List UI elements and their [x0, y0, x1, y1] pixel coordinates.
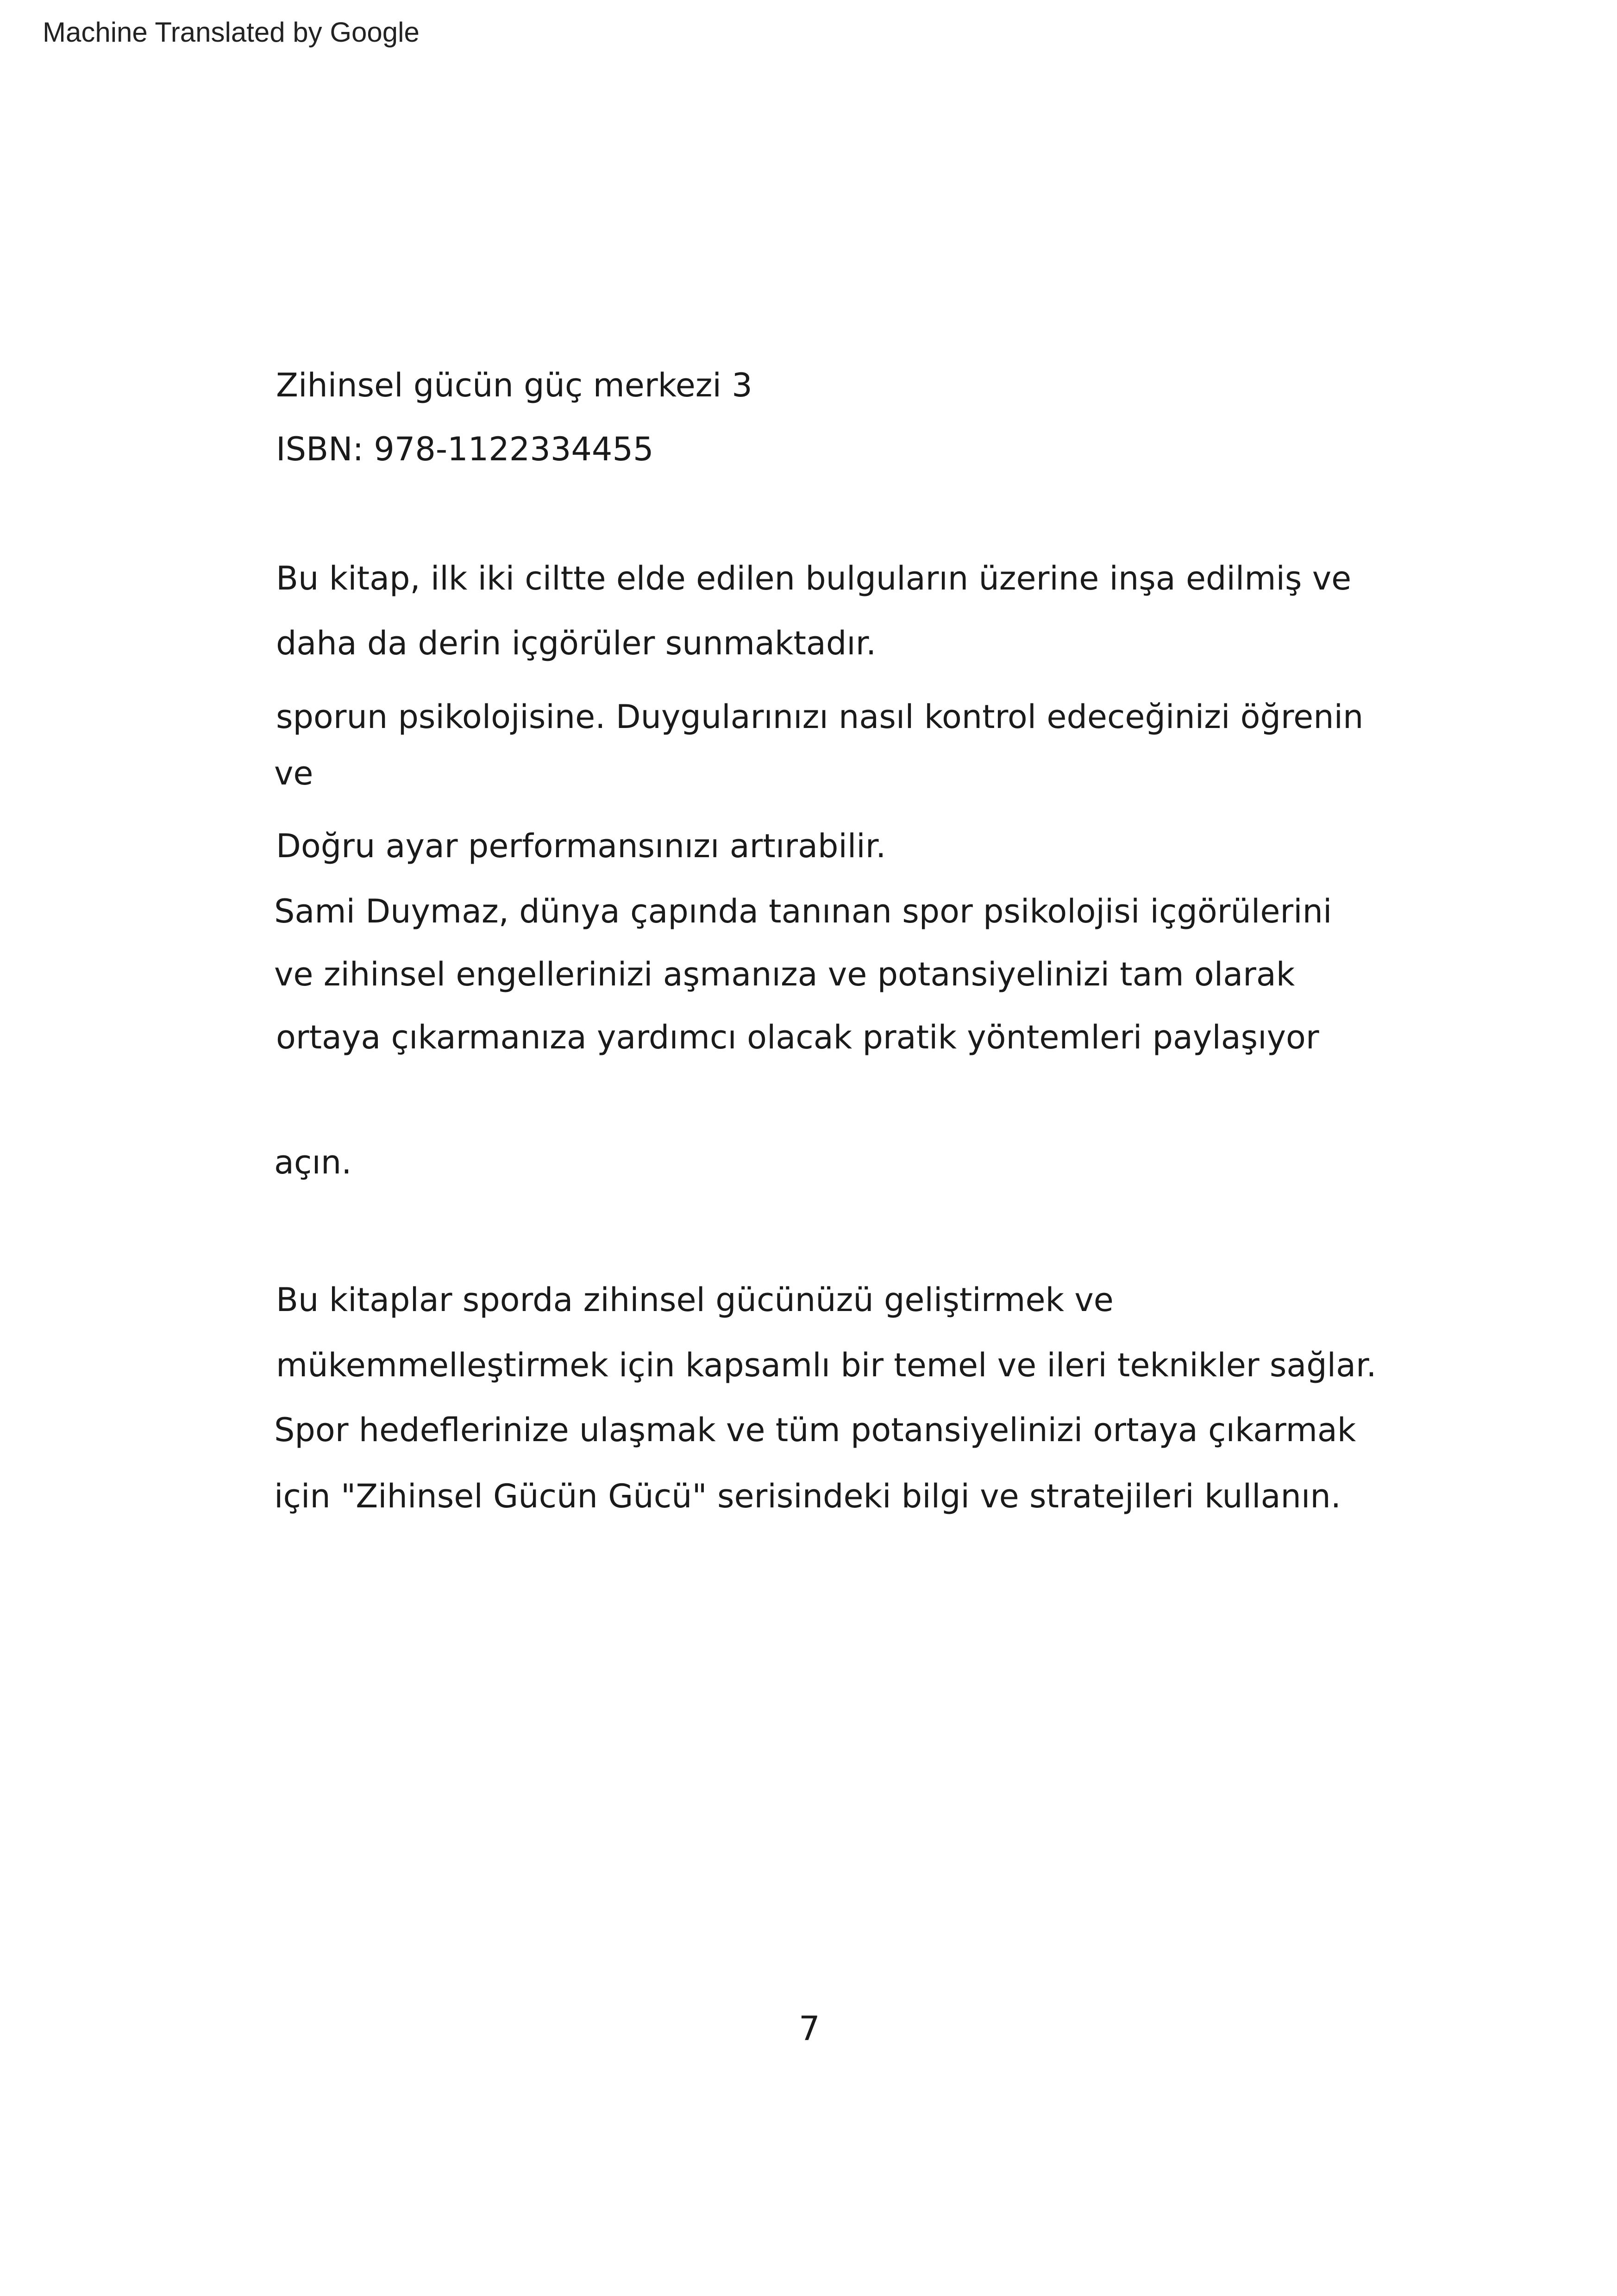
- paragraph-line: mükemmelleştirmek için kapsamlı bir temel ve ileri teknikler sağlar.: [276, 1346, 1377, 1384]
- isbn: ISBN: 978-1122334455: [276, 430, 654, 468]
- paragraph-line: daha da derin içgörüler sunmaktadır.: [276, 624, 877, 662]
- paragraph-line: ve: [274, 754, 313, 792]
- paragraph-line: ve zihinsel engellerinizi aşmanıza ve potansiyelinizi tam olarak: [274, 955, 1295, 993]
- paragraph-line: açın.: [274, 1143, 352, 1181]
- machine-translated-label: Machine Translated by Google: [43, 17, 420, 48]
- paragraph-line: için "Zihinsel Gücün Gücü" serisindeki bilgi ve stratejileri kullanın.: [274, 1477, 1341, 1515]
- paragraph-line: Bu kitap, ilk iki ciltte elde edilen bulguların üzerine inşa edilmiş ve: [276, 559, 1352, 597]
- paragraph-line: Bu kitaplar sporda zihinsel gücünüzü geliştirmek ve: [276, 1281, 1114, 1319]
- paragraph-line: ortaya çıkarmanıza yardımcı olacak pratik yöntemleri paylaşıyor: [276, 1018, 1319, 1056]
- paragraph-line: sporun psikolojisine. Duygularınızı nasıl kontrol edeceğinizi öğrenin: [276, 698, 1364, 736]
- paragraph-line: Sami Duymaz, dünya çapında tanınan spor psikolojisi içgörülerini: [274, 892, 1332, 930]
- book-title: Zihinsel gücün güç merkezi 3: [276, 366, 752, 404]
- page-number: 7: [799, 2009, 820, 2048]
- paragraph-line: Doğru ayar performansınızı artırabilir.: [276, 827, 886, 865]
- paragraph-line: Spor hedeflerinize ulaşmak ve tüm potansiyelinizi ortaya çıkarmak: [274, 1411, 1356, 1449]
